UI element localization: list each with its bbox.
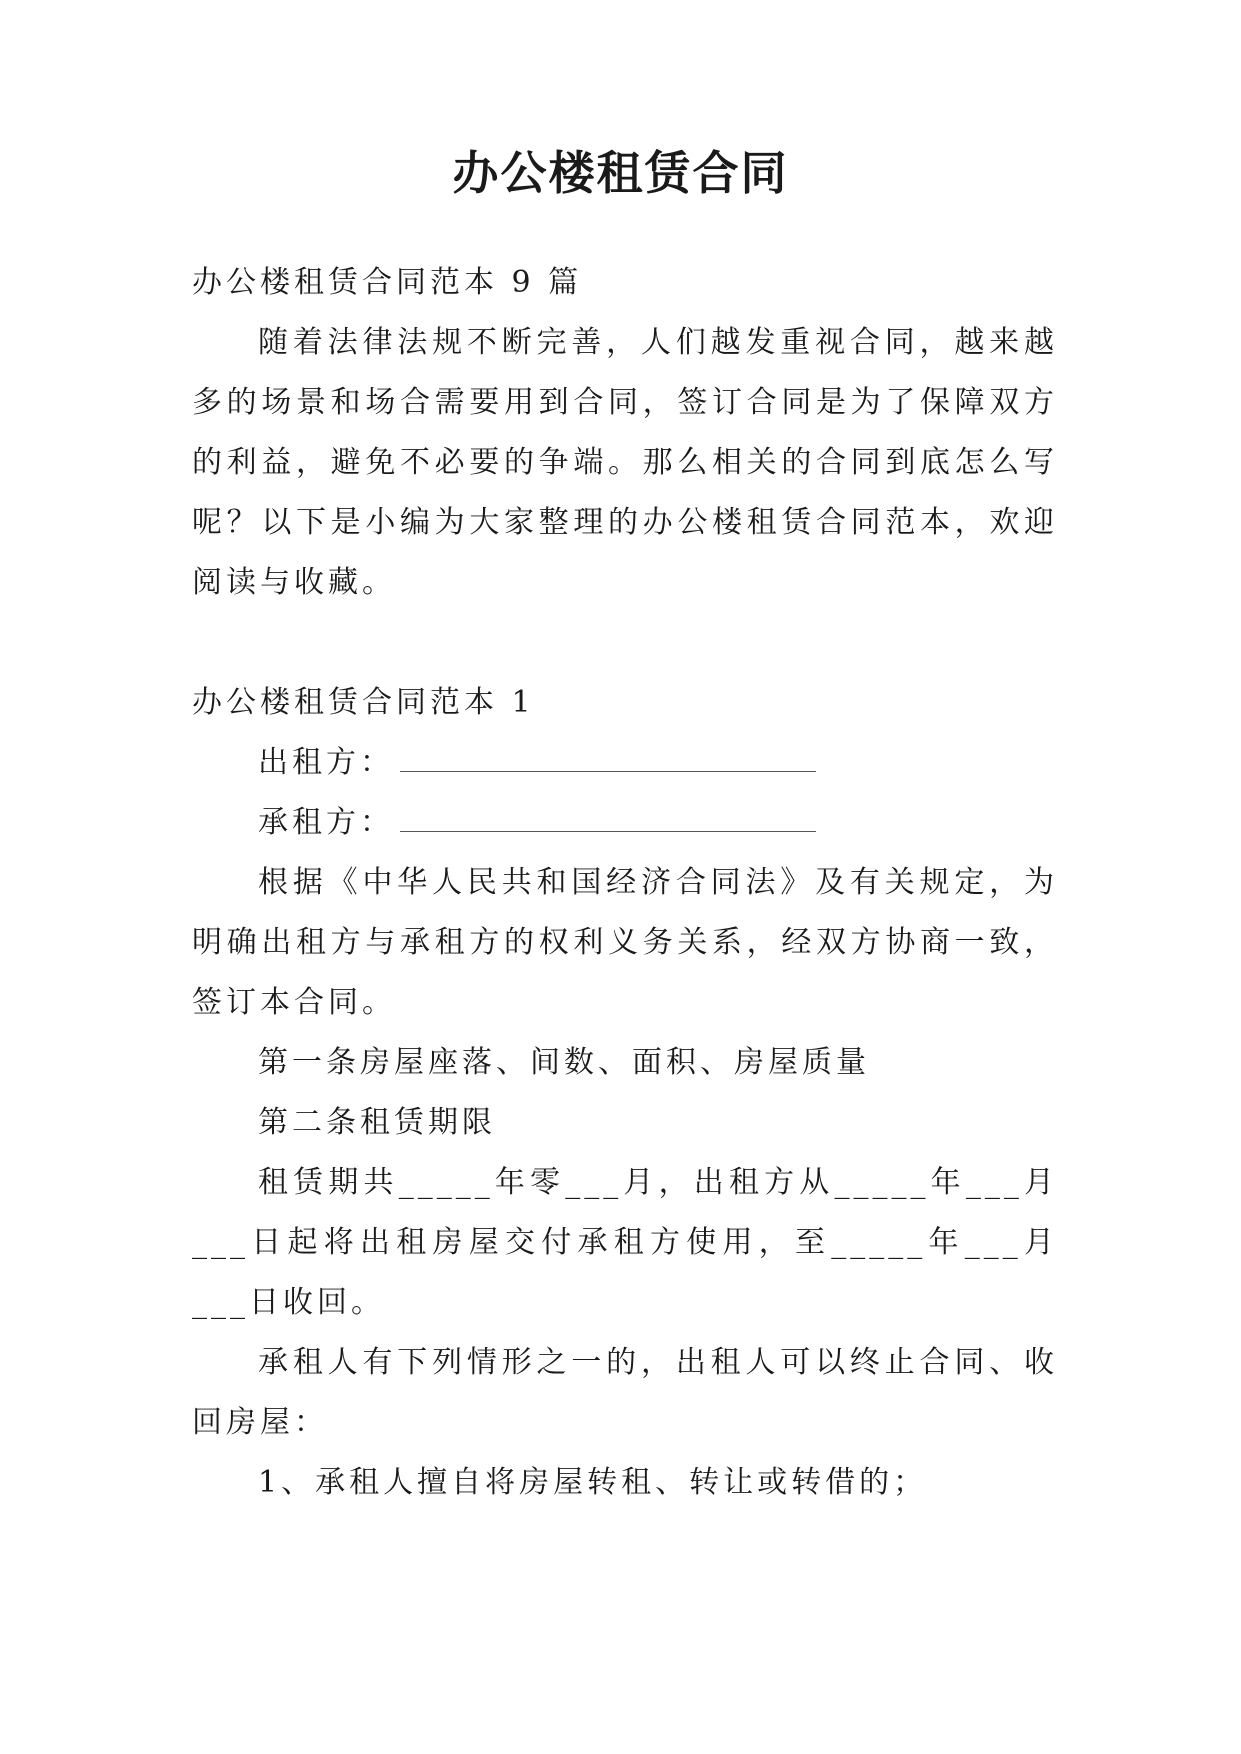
lessee-label: 承租方： bbox=[258, 805, 394, 840]
section-heading: 办公楼租赁合同范本 1 bbox=[192, 685, 535, 720]
article-1-heading: 第一条房屋座落、间数、面积、房屋质量 bbox=[258, 1045, 870, 1080]
contract-section-1 bbox=[192, 673, 1058, 1513]
lessee-row bbox=[192, 793, 1058, 853]
lease-term-paragraph: 租赁期共_____年零___月，出租方从_____年___月___日起将出租房屋交付承租方使用，至_____年___月___日收回。 bbox=[192, 1165, 1058, 1320]
termination-item-1: 1、承租人擅自将房屋转租、转让或转借的； bbox=[258, 1465, 928, 1500]
lessor-label: 出租方： bbox=[258, 745, 394, 780]
article-2-heading: 第二条租赁期限 bbox=[258, 1105, 496, 1140]
document-title: 办公楼租赁合同 bbox=[452, 146, 789, 200]
intro-block bbox=[192, 253, 1058, 613]
basis-paragraph: 根据《中华人民共和国经济合同法》及有关规定，为明确出租方与承租方的权利义务关系，经双方协商一致，签订本合同。 bbox=[192, 865, 1058, 1020]
lessor-row bbox=[192, 733, 1058, 793]
intro-paragraph: 随着法律法规不断完善，人们越发重视合同，越来越多的场景和场合需要用到合同，签订合同是为了保障双方的利益，避免不必要的争端。那么相关的合同到底怎么写呢？以下是小编为大家整理的办公楼租赁合同范本，欢迎阅读与收藏。 bbox=[192, 325, 1058, 600]
termination-intro-paragraph: 承租人有下列情形之一的，出租人可以终止合同、收回房屋： bbox=[192, 1345, 1058, 1440]
document-subtitle: 办公楼租赁合同范本 9 篇 bbox=[192, 265, 583, 300]
lessor-blank bbox=[400, 771, 816, 772]
lessee-blank bbox=[400, 831, 816, 832]
